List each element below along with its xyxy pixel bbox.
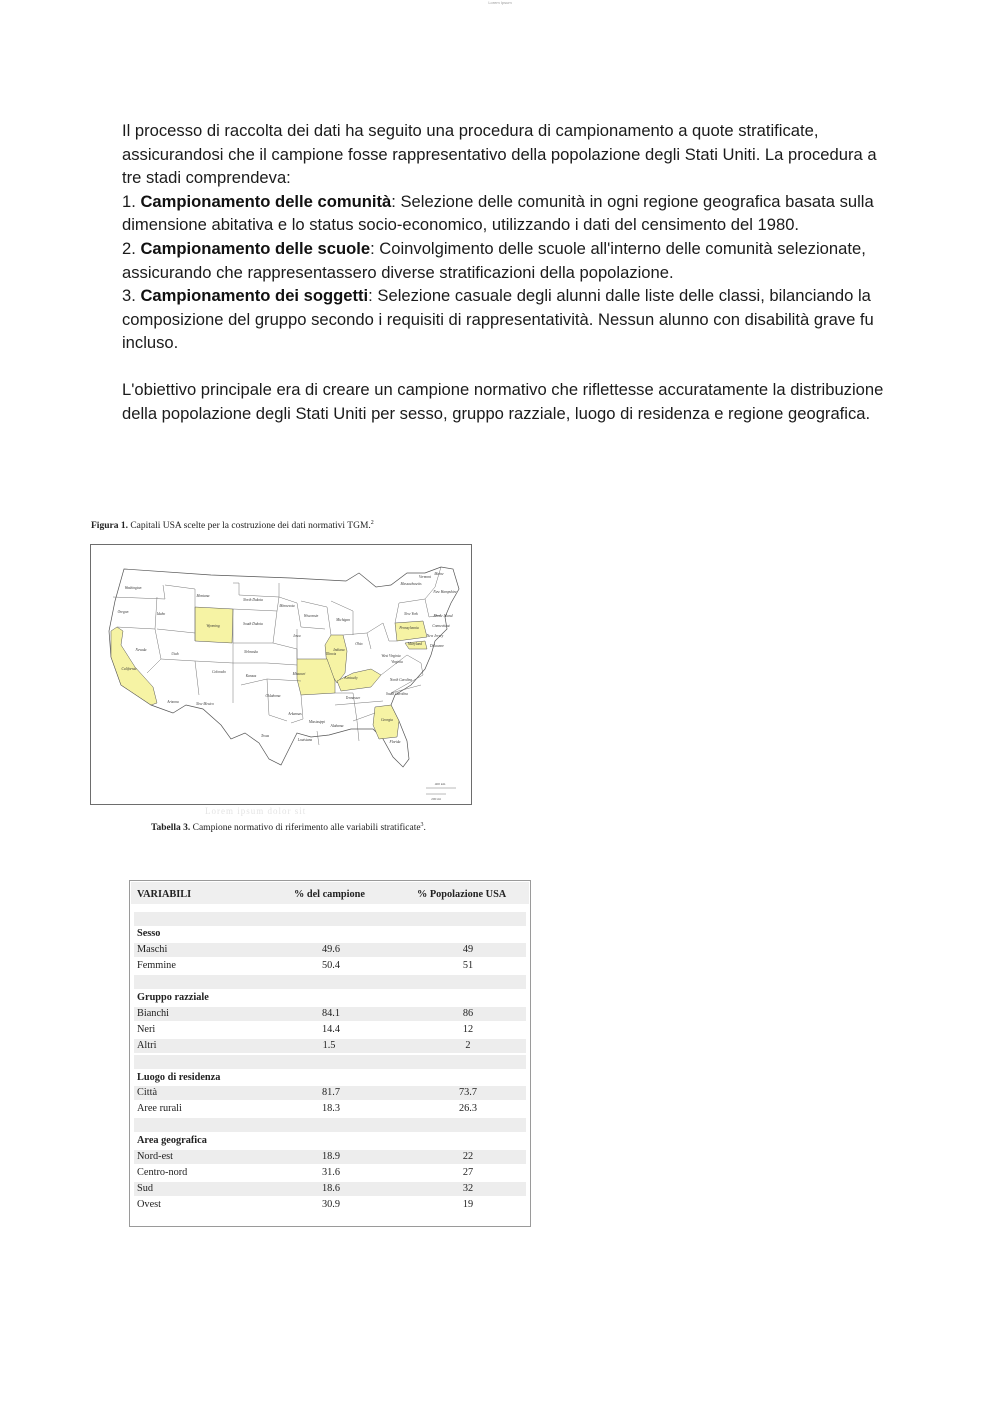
row-label: Altri [137, 1039, 157, 1051]
table-row [134, 1150, 526, 1164]
state-label: Georgia [381, 718, 393, 722]
table-caption: Tabella 3. Campione normativo di riferimento alle variabili stratificate$^3$. [151, 822, 426, 834]
header-variabili: VARIABILI [137, 889, 192, 900]
state-label: Wisconsin [303, 614, 319, 618]
usa-percent: 51 [462, 960, 474, 972]
sample-percent: 50.4 [322, 960, 341, 972]
usa-percent: 2 [465, 1039, 471, 1051]
state-label: Vermont [419, 575, 431, 579]
separator-row [134, 975, 526, 989]
stage-1-title: Campionamento delle comunità [140, 191, 392, 211]
stage-2-item [122, 237, 892, 284]
sample-percent: 1.5 [322, 1039, 336, 1051]
header-popolazione: % Popolazione USA [417, 889, 507, 900]
table-row [134, 1182, 526, 1196]
state-label: Maryland [407, 642, 423, 646]
stage-2-number: 2. [122, 238, 141, 258]
separator-row [134, 1055, 526, 1069]
state-label: Arizona [167, 700, 179, 704]
stage-3-title: Campionamento dei soggetti [140, 286, 369, 306]
state-label: Utah [171, 652, 179, 656]
sample-percent: 49.6 [322, 944, 341, 956]
table-caption-text: Campione normativo di riferimento alle variabili stratificate [190, 823, 421, 834]
stage-2-text: : Coinvolgimento delle scuole all'interno delle comunità selezionate, assicurando che rappresentassero diverse stratificazioni della popolazione. [122, 238, 866, 282]
state-label: North Carolina [389, 678, 413, 682]
state-label: Mississippi [308, 720, 326, 724]
row-label: Maschi [137, 944, 168, 956]
usa-percent: 12 [462, 1023, 474, 1035]
us-map [91, 545, 471, 804]
state-label: Arkansas [288, 712, 302, 716]
group-label: Area geografica [137, 1135, 207, 1147]
sample-percent: 14.4 [322, 1023, 341, 1035]
sample-percent: 18.3 [322, 1103, 341, 1115]
group-row [134, 991, 526, 1005]
table-row [134, 1166, 526, 1180]
state-label: New York [404, 612, 418, 616]
objective-paragraph: L'obiettivo principale era di creare un campione normativo che riflettesse accuratamente la distribuzione della popolazione degli Stati Uniti per sesso, gruppo razziale, luogo di residenza e regione geografica. [122, 380, 884, 424]
state-label: West Virginia [381, 654, 401, 658]
usa-percent: 22 [462, 1151, 474, 1162]
state-label: Washington [124, 586, 142, 590]
state-label: South Dakota [243, 622, 263, 626]
state-label: Minnesota [279, 604, 295, 608]
body-text [122, 119, 892, 426]
state-label: Indiana [333, 648, 345, 652]
scale-km: 400 km [434, 782, 446, 786]
usa-percent: 86 [462, 1007, 474, 1019]
state-label: Alabama [330, 724, 344, 728]
state-label: Oklahoma [265, 694, 281, 698]
state-label: Virginia [391, 660, 403, 664]
table-row [134, 1102, 526, 1116]
group-label: Sesso [137, 928, 161, 940]
usa-percent: 73.7 [458, 1087, 478, 1099]
table-row [134, 1198, 526, 1212]
table-row [134, 959, 526, 973]
state-label: Missouri [292, 672, 306, 676]
group-label: Gruppo razziale [137, 992, 209, 1003]
figure-footnote-ref: 2 [370, 520, 374, 526]
row-label: Centro-nord [137, 1166, 188, 1178]
us-map-figure [90, 544, 472, 805]
state-label: Oregon [117, 610, 129, 614]
row-label: Nord-est [137, 1151, 174, 1162]
table-row [134, 1023, 526, 1037]
usa-percent: 49 [462, 944, 474, 956]
sample-percent: 18.6 [322, 1182, 341, 1194]
figure-caption-text: Capitali USA scelte per la costruzione dei dati normativi TGM. [127, 521, 371, 532]
state-label: Nevada [135, 648, 147, 652]
usa-percent: 19 [462, 1198, 474, 1210]
table-row [134, 1086, 526, 1100]
state-label: Louisiana [297, 738, 313, 742]
figure-caption [91, 520, 374, 531]
usa-percent: 32 [462, 1182, 474, 1194]
state-label: Colorado [212, 670, 226, 674]
state-label: North Dakota [243, 598, 263, 602]
row-label: Sud [137, 1182, 154, 1194]
table-row [134, 943, 526, 957]
sample-percent: 31.6 [322, 1166, 341, 1178]
scale-mi: 200 mi [431, 797, 441, 801]
sample-percent: 81.7 [322, 1087, 341, 1099]
table-row [134, 1007, 526, 1021]
figure-label: Figura 1. [91, 521, 128, 532]
stage-3-item [122, 284, 892, 355]
stage-1-number: 1. [122, 191, 141, 211]
state-label: Delaware [429, 644, 445, 648]
row-label: Neri [137, 1023, 156, 1035]
row-label: Ovest [137, 1198, 162, 1210]
ghost-caption: Lorem ipsum dolor sit [205, 806, 307, 816]
stage-1-item [122, 190, 892, 237]
group-row [134, 927, 526, 941]
row-label: Aree rurali [137, 1103, 182, 1115]
state-label: Ohio [355, 642, 363, 646]
row-label: Città [137, 1087, 158, 1099]
state-label: Wyoming [206, 624, 220, 628]
spacer-row [134, 912, 526, 926]
state-label: Iowa [293, 634, 301, 638]
state-label: Tennessee [345, 696, 361, 700]
state-label: New Hampshire [433, 590, 457, 594]
state-label: Montana [196, 594, 210, 598]
map-scale-bar [426, 788, 456, 794]
state-label: New Mexico [196, 702, 214, 706]
state-label: Kansas [245, 674, 257, 678]
intro-paragraph: Il processo di raccolta dei dati ha seguito una procedura di campionamento a quote stratificate, assicurandosi che il campione fosse rappresentativo della popolazione degli Stati Uniti. La procedura a tre stadi comprendeva: [122, 121, 877, 188]
state-label: California [121, 667, 137, 671]
state-label: Rhode Island [433, 614, 453, 618]
stage-3-text: : Selezione casuale degli alunni dalle liste delle classi, bilanciando la composizione del gruppo secondo i requisiti di rappresentatività. Nessun alunno con disabilità grave fu incluso. [122, 286, 874, 353]
state-label: Idaho [156, 612, 166, 616]
state-label: New Jersey [426, 634, 444, 638]
group-label: Luogo di residenza [137, 1071, 221, 1083]
state-label: Connecticut [432, 624, 450, 628]
state-label: Pennsylvania [399, 626, 419, 630]
separator-row [134, 1118, 526, 1132]
state-georgia [373, 705, 399, 739]
state-label: Maine [434, 572, 444, 576]
stage-2-title: Campionamento delle scuole [140, 238, 371, 258]
group-row [134, 1071, 526, 1085]
stage-1-text: : Selezione delle comunità in ogni regione geografica basata sulla dimensione abitativa e lo status socio-economico, utilizzando i dati del censimento del 1980. [122, 191, 874, 235]
table-row [134, 1039, 526, 1053]
table-header-row [131, 882, 529, 904]
state-label: Massachusetts [400, 582, 422, 586]
state-label: South Carolina [386, 692, 408, 696]
table-label: Tabella 3. [151, 823, 191, 834]
state-label: Kentucky [344, 676, 358, 680]
us-outline [109, 567, 459, 767]
state-label: Illinois [325, 652, 337, 656]
state-label: Texas [260, 734, 270, 738]
running-header: Lorem Ipsum [488, 0, 512, 5]
sample-percent: 84.1 [322, 1007, 341, 1019]
state-label: Michigan [336, 618, 350, 622]
sample-percent: 30.9 [322, 1198, 341, 1210]
stage-3-number: 3. [122, 286, 141, 306]
table-footnote-ref: 3 [420, 822, 424, 828]
header-campione: % del campione [294, 889, 365, 900]
state-label: Florida [389, 740, 401, 744]
usa-percent: 26.3 [458, 1103, 478, 1115]
sample-percent: 18.9 [322, 1151, 341, 1162]
state-label: Nebraska [244, 650, 258, 654]
row-label: Bianchi [137, 1007, 170, 1019]
stratification-table [129, 880, 531, 1227]
row-label: Femmine [137, 960, 176, 972]
usa-percent: 27 [462, 1166, 474, 1178]
group-row [134, 1134, 526, 1148]
